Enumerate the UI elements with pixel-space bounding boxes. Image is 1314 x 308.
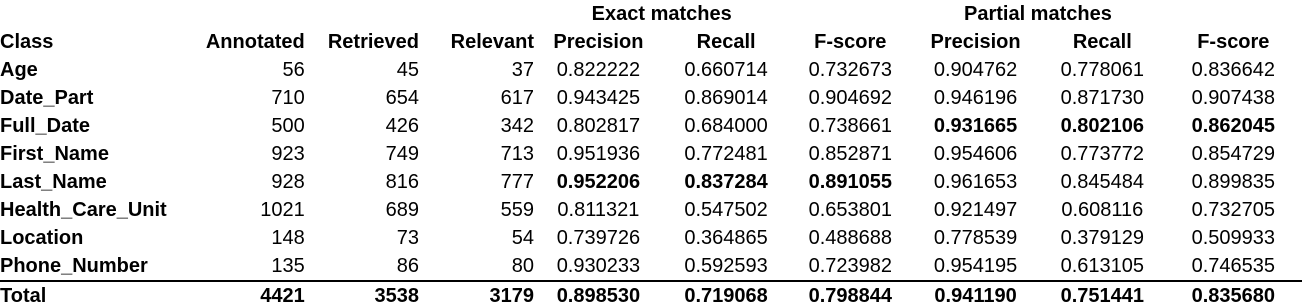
cell-exact-precision: 0.822222	[556, 59, 641, 81]
cell-class: Full_Date	[0, 115, 91, 137]
cell-relevant: 777	[500, 171, 535, 193]
cell-annotated: 4421	[183, 281, 305, 308]
cell-class: Age	[0, 59, 38, 81]
cell-partial-recall: 0.773772	[1060, 143, 1144, 165]
cell-exact-recall: 0.364865	[684, 227, 768, 249]
cell-annotated: 56	[282, 59, 305, 81]
table-row	[0, 224, 1302, 252]
cell-partial-recall: 0.751441	[1040, 281, 1165, 308]
cell-exact-precision: 0.802817	[556, 115, 641, 137]
cell-annotated: 1021	[260, 199, 305, 221]
table-row	[0, 112, 1302, 140]
cell-exact-fscore: 0.723982	[808, 255, 892, 277]
cell-partial-recall: 0.613105	[1060, 255, 1144, 277]
group-header-gap	[789, 0, 911, 28]
column-header-row	[0, 28, 1302, 56]
cell-partial-fscore: 0.862045	[1191, 115, 1276, 137]
table-row	[0, 140, 1302, 168]
cell-exact-fscore: 0.738661	[808, 115, 892, 137]
cell-exact-precision: 0.811321	[557, 199, 640, 221]
column-header-partial-precision: Precision	[930, 31, 1021, 53]
cell-partial-fscore: 0.836642	[1191, 59, 1276, 81]
cell-exact-recall: 0.772481	[684, 143, 768, 165]
cell-exact-fscore: 0.488688	[808, 227, 892, 249]
cell-partial-precision: 0.954195	[933, 255, 1018, 277]
group-header-end	[1165, 0, 1302, 28]
cell-relevant: 54	[511, 227, 535, 249]
cell-relevant: 559	[500, 199, 535, 221]
table-total-row	[0, 281, 1302, 308]
cell-partial-fscore: 0.907438	[1191, 87, 1276, 109]
cell-exact-recall: 0.869014	[684, 87, 768, 109]
cell-retrieved: 426	[385, 115, 420, 137]
cell-exact-precision: 0.739726	[556, 227, 641, 249]
cell-relevant: 80	[511, 255, 535, 277]
cell-exact-precision: 0.952206	[556, 171, 641, 193]
cell-exact-precision: 0.943425	[556, 87, 641, 109]
cell-exact-precision: 0.951936	[556, 143, 641, 165]
cell-partial-fscore: 0.746535	[1191, 255, 1276, 277]
cell-partial-fscore: 0.732705	[1191, 199, 1276, 221]
cell-partial-precision: 0.921497	[933, 199, 1018, 221]
cell-relevant: 713	[500, 143, 535, 165]
cell-partial-precision: 0.904762	[933, 59, 1018, 81]
cell-partial-fscore: 0.899835	[1191, 171, 1276, 193]
cell-exact-recall: 0.837284	[684, 171, 768, 193]
cell-retrieved: 3538	[305, 281, 419, 308]
cell-partial-precision: 0.931665	[933, 115, 1018, 137]
cell-partial-precision: 0.778539	[933, 227, 1018, 249]
cell-exact-recall: 0.684000	[684, 115, 768, 137]
cell-retrieved: 45	[396, 59, 420, 81]
table-row	[0, 252, 1302, 281]
table-body	[0, 56, 1302, 308]
cell-exact-recall: 0.592593	[684, 255, 768, 277]
column-header-relevant: Relevant	[450, 31, 535, 53]
cell-retrieved: 86	[396, 255, 420, 277]
cell-retrieved: 689	[385, 199, 420, 221]
cell-retrieved: 816	[385, 171, 420, 193]
cell-class: Total	[0, 281, 183, 308]
cell-partial-recall: 0.778061	[1060, 59, 1144, 81]
cell-retrieved: 73	[396, 227, 420, 249]
cell-exact-recall: 0.719068	[663, 281, 790, 308]
cell-partial-recall: 0.379129	[1060, 227, 1144, 249]
cell-relevant: 3179	[419, 281, 534, 308]
cell-annotated: 500	[271, 115, 305, 137]
cell-exact-fscore: 0.653801	[808, 199, 892, 221]
cell-partial-recall: 0.871730	[1060, 87, 1144, 109]
table-row	[0, 168, 1302, 196]
cell-class: Last_Name	[0, 171, 107, 193]
cell-retrieved: 749	[385, 143, 420, 165]
column-header-retrieved: Retrieved	[327, 31, 420, 53]
cell-partial-fscore: 0.835680	[1165, 281, 1302, 308]
cell-partial-precision: 0.941190	[911, 281, 1040, 308]
column-header-exact-fscore: F-score	[814, 31, 887, 53]
cell-retrieved: 654	[385, 87, 420, 109]
cell-class: Location	[0, 227, 84, 249]
cell-class: Phone_Number	[0, 255, 148, 277]
column-header-exact-precision: Precision	[553, 31, 644, 53]
cell-partial-fscore: 0.509933	[1191, 227, 1276, 249]
cell-exact-fscore: 0.732673	[808, 59, 892, 81]
exact-matches-header: Exact matches	[591, 3, 732, 25]
cell-annotated: 135	[271, 255, 305, 277]
group-header-row	[0, 0, 1302, 28]
cell-partial-fscore: 0.854729	[1191, 143, 1276, 165]
cell-annotated: 928	[271, 171, 305, 193]
cell-annotated: 923	[271, 143, 305, 165]
table-row	[0, 196, 1302, 224]
cell-class: Health_Care_Unit	[0, 199, 167, 221]
cell-exact-fscore: 0.798844	[789, 281, 911, 308]
cell-exact-fscore: 0.891055	[808, 171, 892, 193]
cell-partial-recall: 0.845484	[1060, 171, 1144, 193]
cell-exact-precision: 0.930233	[556, 255, 641, 277]
cell-exact-recall: 0.660714	[684, 59, 768, 81]
cell-relevant: 37	[511, 59, 535, 81]
cell-partial-precision: 0.954606	[933, 143, 1018, 165]
cell-partial-precision: 0.961653	[933, 171, 1018, 193]
cell-exact-fscore: 0.904692	[808, 87, 892, 109]
cell-relevant: 617	[500, 87, 535, 109]
partial-matches-header: Partial matches	[963, 3, 1112, 25]
cell-partial-precision: 0.946196	[933, 87, 1018, 109]
cell-annotated: 148	[271, 227, 305, 249]
cell-annotated: 710	[271, 87, 305, 109]
group-header-spacer	[0, 0, 534, 28]
column-header-partial-fscore: F-score	[1197, 31, 1270, 53]
column-header-partial-recall: Recall	[1072, 31, 1132, 53]
table-row	[0, 56, 1302, 84]
cell-class: First_Name	[0, 143, 109, 165]
cell-relevant: 342	[500, 115, 535, 137]
cell-exact-recall: 0.547502	[684, 199, 768, 221]
column-header-exact-recall: Recall	[696, 31, 756, 53]
table-row	[0, 84, 1302, 112]
column-header-annotated: Annotated	[205, 31, 305, 53]
cell-exact-precision: 0.898530	[534, 281, 663, 308]
column-header-class: Class	[0, 31, 54, 53]
cell-partial-recall: 0.608116	[1061, 199, 1144, 221]
cell-class: Date_Part	[0, 87, 94, 109]
cell-exact-fscore: 0.852871	[808, 143, 892, 165]
cell-partial-recall: 0.802106	[1060, 115, 1144, 137]
